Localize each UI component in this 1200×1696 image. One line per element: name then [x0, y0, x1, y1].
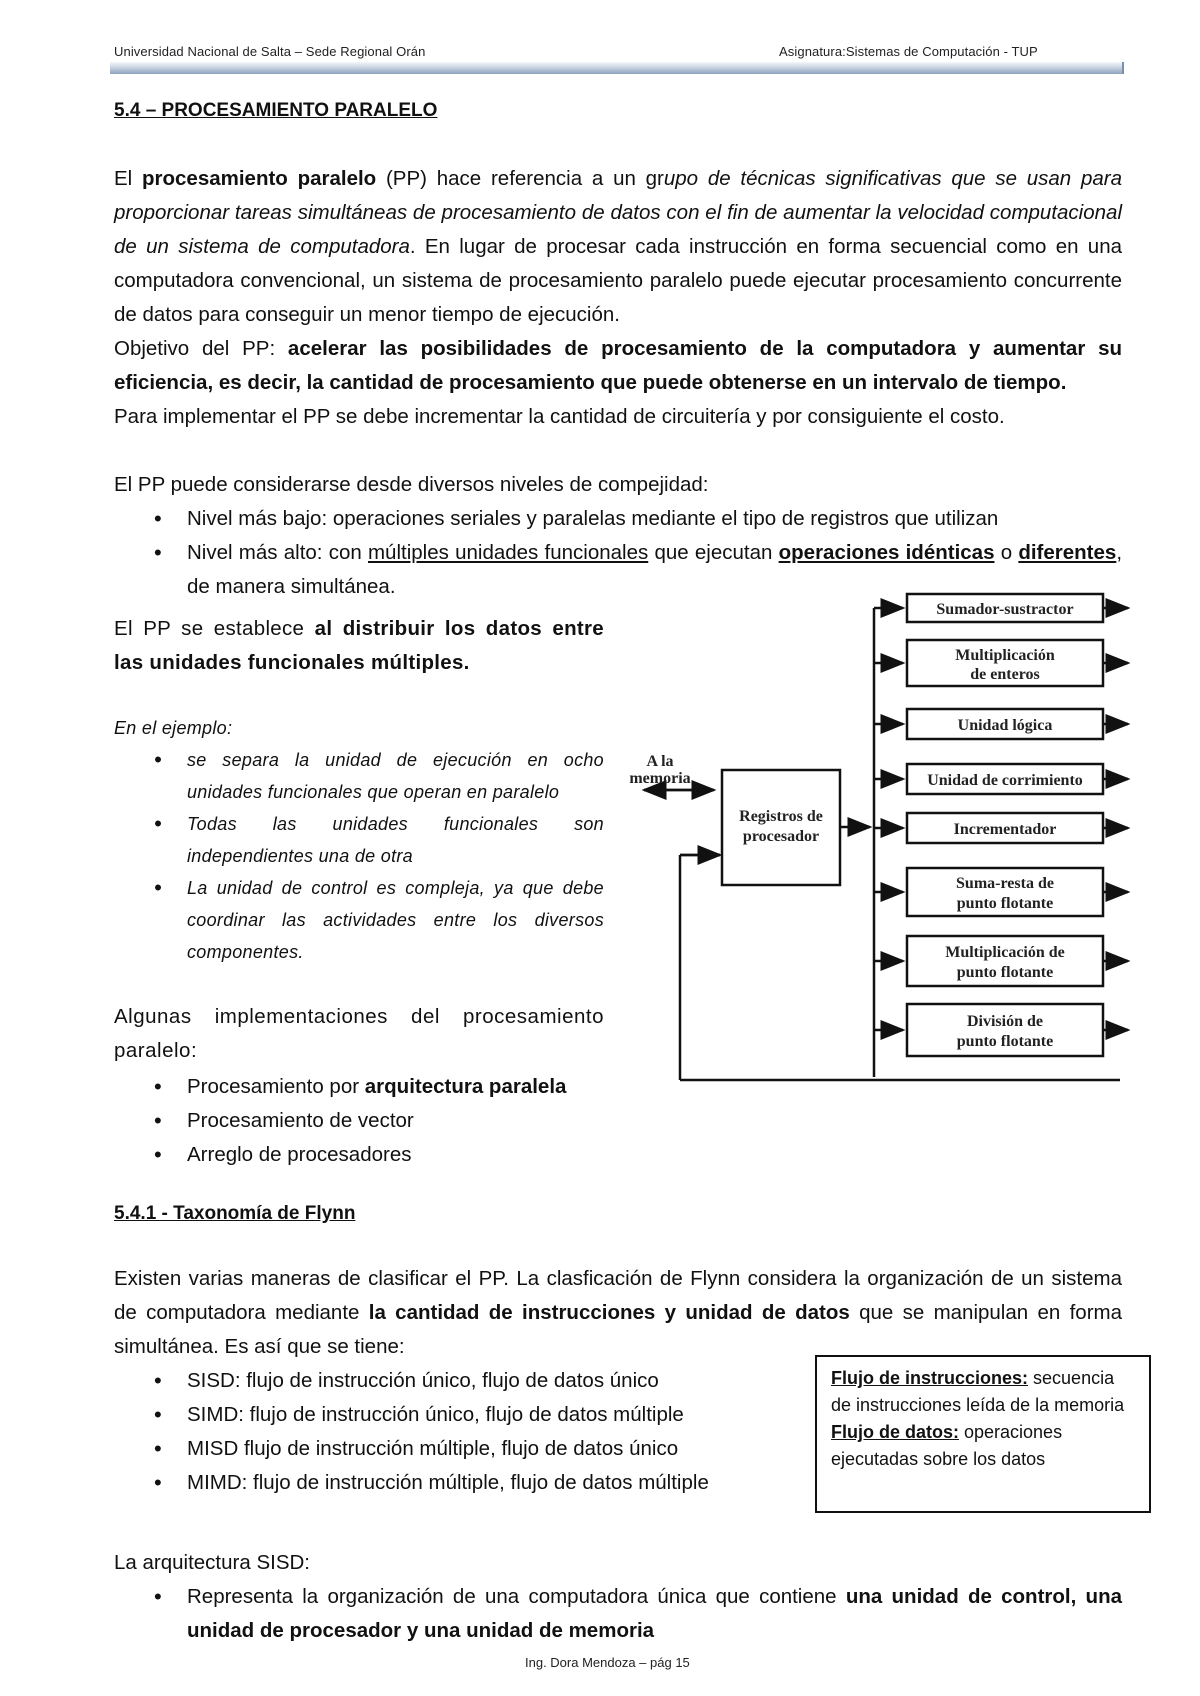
sisd-list — [114, 1580, 1122, 1648]
registers-label: Registros de — [739, 808, 823, 825]
level-low-item: • Nivel más bajo: operaciones seriales y paralelas mediante el tipo de registros que utilizan — [114, 502, 1122, 536]
example-item: • La unidad de control es compleja, ya que debe coordinar las actividades entre los diversos componentes. — [114, 872, 604, 968]
flynn-list — [114, 1364, 814, 1500]
unit-label: Incrementador — [953, 821, 1057, 838]
header-right: Asignatura:Sistemas de Computación - TUP — [779, 44, 1038, 59]
sisd-item: • Representa la organización de una computadora única que contiene una unidad de control, una unidad de procesador y una unidad de memoria — [114, 1580, 1122, 1648]
registers-label: procesador — [742, 828, 820, 845]
flynn-item-misd: • MISD flujo de instrucción múltiple, flujo de datos único — [114, 1432, 814, 1466]
header-divider — [110, 62, 1124, 74]
implementation-item: • Procesamiento de vector — [114, 1104, 714, 1138]
header-left: Universidad Nacional de Salta – Sede Regional Orán — [114, 44, 426, 59]
distribution-paragraph: El PP se establece al distribuir los datos entre las unidades funcionales múltiples. — [114, 617, 604, 674]
cost-paragraph: Para implementar el PP se debe incrementar la cantidad de circuitería y por consiguiente el costo. — [114, 405, 1005, 428]
definitions-box: Flujo de instrucciones: secuencia de instrucciones leída de la memoria Flujo de datos: operaciones ejecutadas sobre los datos — [815, 1355, 1151, 1513]
term-procesamiento-paralelo: procesamiento paralelo — [142, 167, 377, 190]
functional-units — [874, 594, 1128, 1056]
implementation-item: • Procesamiento por arquitectura paralela — [114, 1070, 714, 1104]
unit-label: Unidad lógica — [957, 717, 1053, 734]
example-list — [114, 744, 604, 968]
flynn-item-simd: • SIMD: flujo de instrucción único, flujo de datos múltiple — [114, 1398, 814, 1432]
unit-label: Unidad de corrimiento — [927, 772, 1083, 789]
unit-label: punto flotante — [956, 964, 1054, 981]
implementations-intro: Algunas implementaciones del procesamiento paralelo: — [114, 1005, 604, 1062]
unit-label: Sumador-sustractor — [936, 601, 1074, 618]
intro-paragraph: El procesamiento paralelo (PP) hace referencia a un grupo de técnicas significativas que se usan para proporcionar tareas simultáneas de procesamiento de datos con el fin de aumentar la velocidad computacional de un sistema de computadora. En lugar de procesar cada instrucción en forma secuencial como en una computadora convencional, un sistema de procesamiento paralelo puede ejecutar procesamiento concurrente de datos para conseguir un menor tiempo de ejecución. — [114, 167, 1123, 326]
flynn-item-sisd: • SISD: flujo de instrucción único, flujo de datos único — [114, 1364, 814, 1398]
page-footer: Ing. Dora Mendoza – pág 15 — [525, 1655, 690, 1670]
unit-label: punto flotante — [956, 1033, 1054, 1050]
unit-label: Multiplicación — [955, 647, 1055, 664]
example-item: • Todas las unidades funcionales son independientes una de otra — [114, 808, 604, 872]
level-high-item: • Nivel más alto: con múltiples unidades funcionales que ejecutan operaciones idénticas o diferentes, de manera simultánea. — [114, 536, 1122, 604]
example-item: • se separa la unidad de ejecución en ocho unidades funcionales que operan en paralelo — [114, 744, 604, 808]
flynn-title: 5.4.1 - Taxonomía de Flynn — [114, 1203, 356, 1224]
unit-label: punto flotante — [956, 895, 1054, 912]
definition-term: Flujo de instrucciones: — [831, 1368, 1029, 1388]
flynn-item-mimd: • MIMD: flujo de instrucción múltiple, flujo de datos múltiple — [114, 1466, 814, 1500]
section-title: 5.4 – PROCESAMIENTO PARALELO — [114, 100, 438, 121]
unit-label: División de — [966, 1013, 1044, 1030]
sisd-intro: La arquitectura SISD: — [114, 1551, 310, 1574]
implementation-item: • Arreglo de procesadores — [114, 1138, 714, 1172]
memory-label: A la — [646, 753, 674, 770]
levels-intro: El PP puede considerarse desde diversos niveles de compejidad: — [114, 473, 709, 496]
objective-paragraph: Objetivo del PP: acelerar las posibilidades de procesamiento de la computadora y aumentar su eficiencia, es decir, la cantidad de procesamiento que puede obtenerse en un intervalo de tiempo. — [114, 337, 1122, 394]
unit-label: Suma-resta de — [956, 875, 1054, 892]
memory-label: memoria — [629, 770, 691, 787]
unit-label: Multiplicación de — [945, 944, 1065, 961]
parallel-units-diagram — [620, 590, 1130, 1090]
unit-label: de enteros — [970, 666, 1040, 683]
definition-term: Flujo de datos: — [831, 1422, 959, 1442]
flynn-paragraph: Existen varias maneras de clasificar el PP. La clasficación de Flynn considera la organización de un sistema de computadora mediante la cantidad de instrucciones y unidad de datos que se manipulan en forma simultánea. Es así que se tiene: — [114, 1267, 1122, 1358]
example-intro: En el ejemplo: — [114, 718, 233, 738]
levels-list — [114, 502, 1122, 604]
